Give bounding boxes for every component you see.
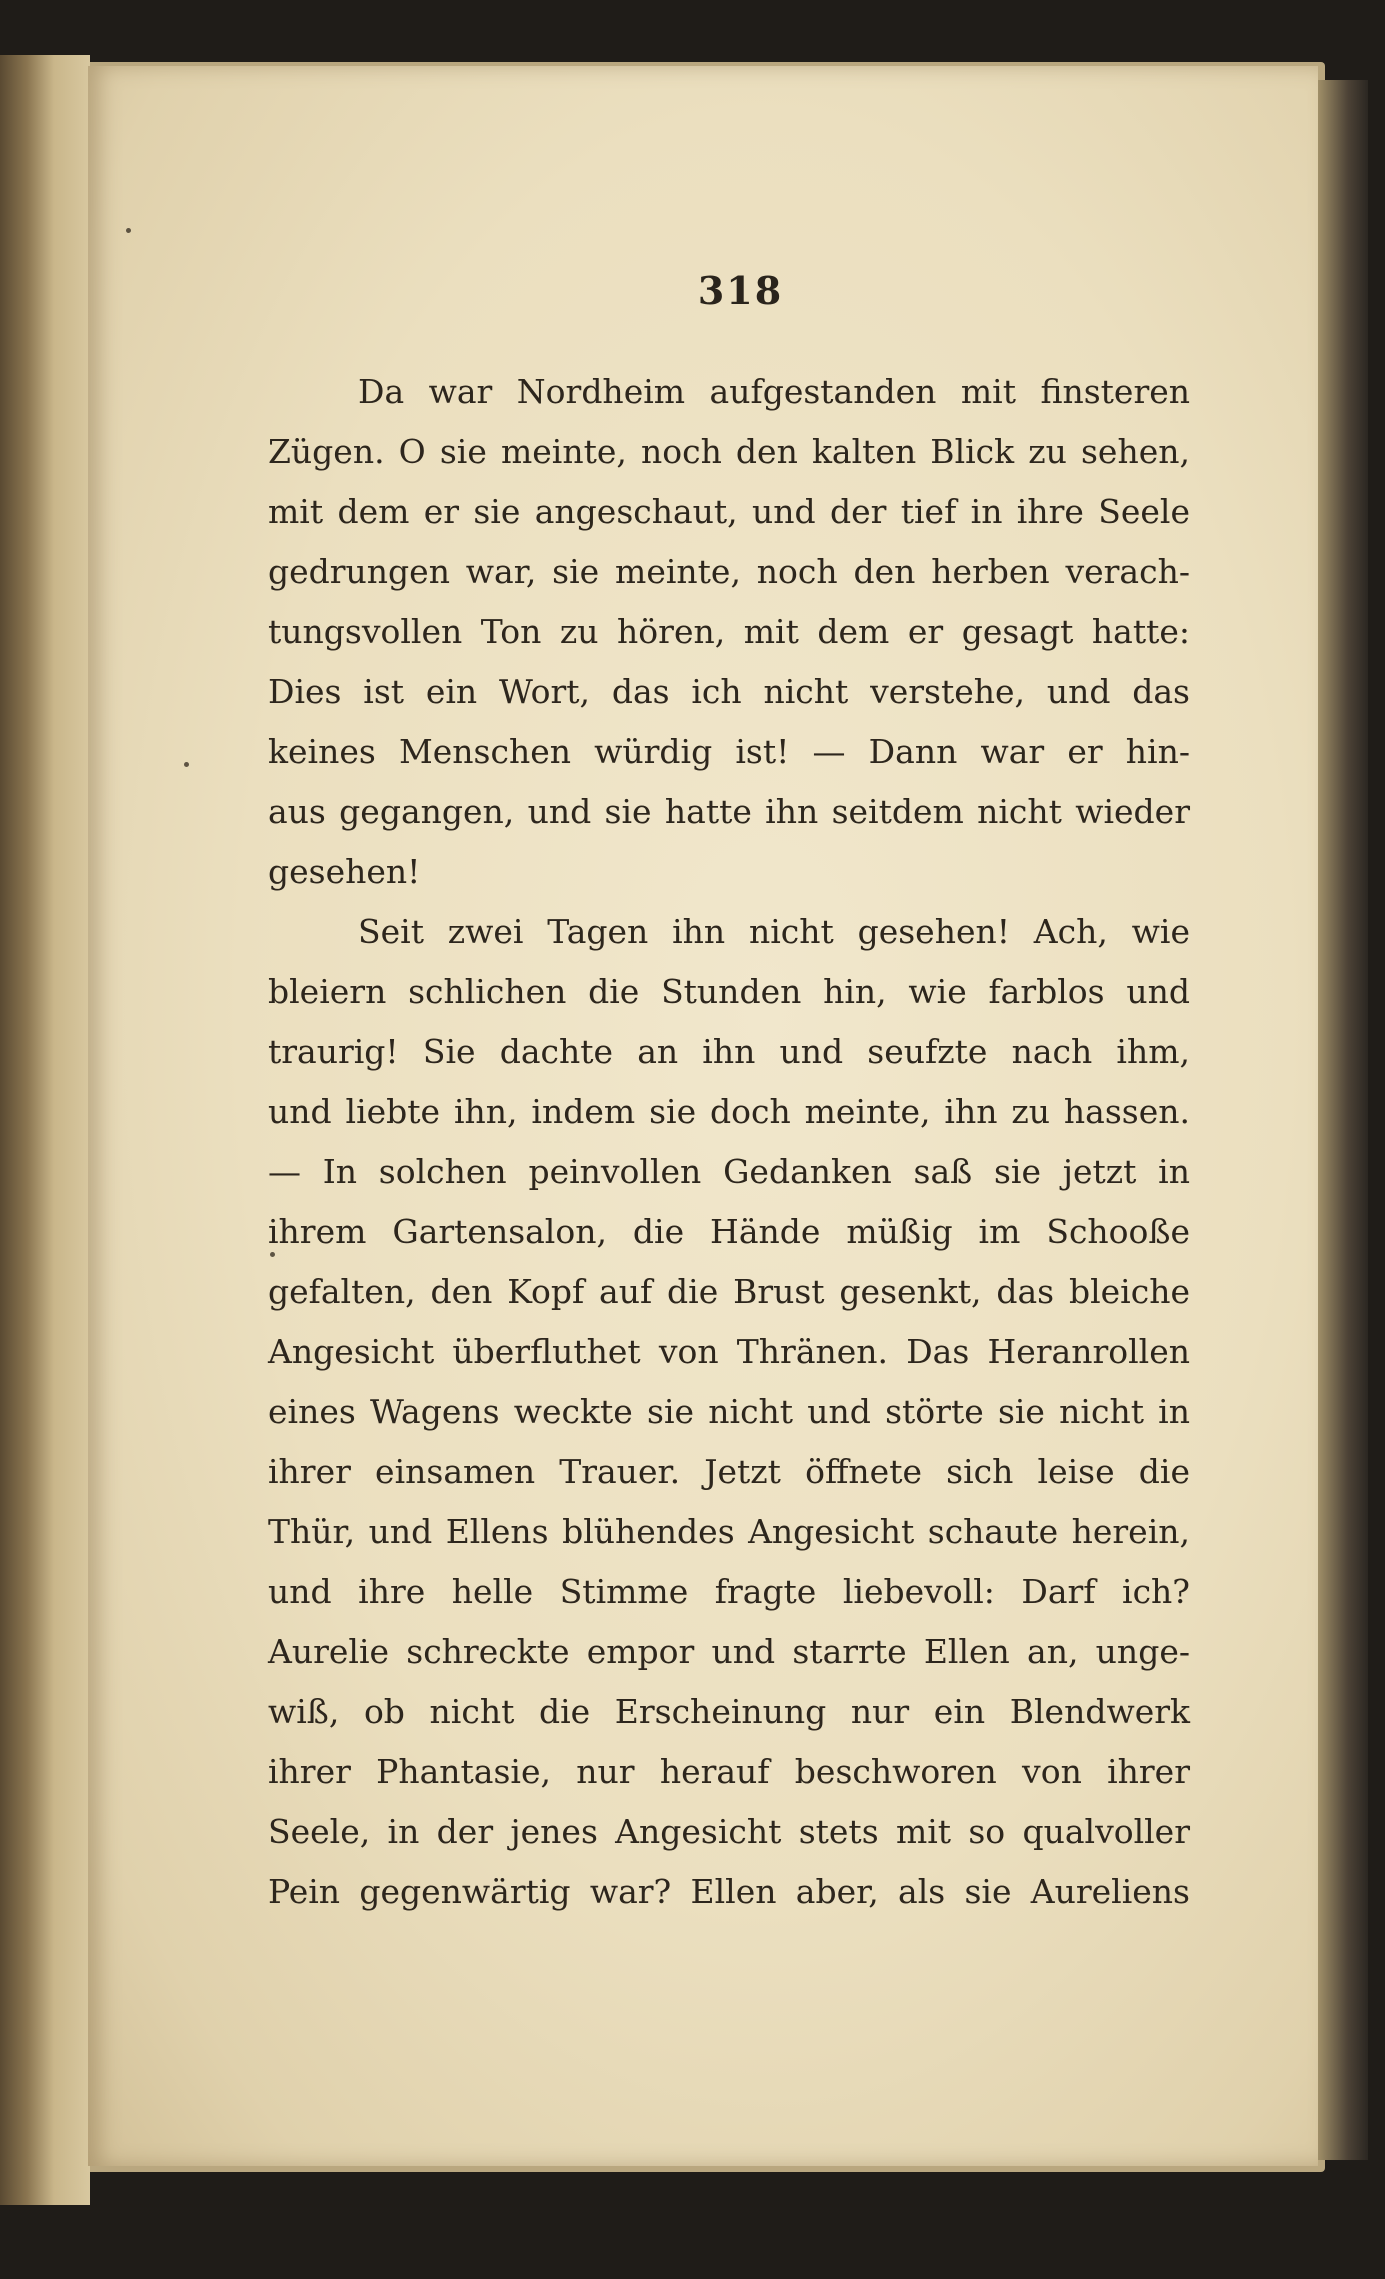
text-line: aus gegangen, und sie hatte ihn seitdem nicht wieder	[268, 792, 1190, 831]
text-line: gesehen!	[268, 852, 421, 891]
text-line: mit dem er sie angeschaut, und der tief in ihre Seele	[268, 492, 1190, 531]
text-line: Seele, in der jenes Angesicht stets mit so qualvoller	[268, 1812, 1190, 1851]
text-line: und ihre helle Stimme fragte liebevoll: Darf ich?	[268, 1572, 1190, 1611]
text-line: Angesicht überfluthet von Thränen. Das Heranrollen	[268, 1332, 1190, 1371]
text-line: ihrer Phantasie, nur herauf beschworen von ihrer	[268, 1752, 1190, 1791]
page-body-text	[268, 362, 1190, 1922]
text-line: tungsvollen Ton zu hören, mit dem er gesagt hatte:	[268, 612, 1190, 651]
text-line: Da war Nordheim aufgestanden mit finsteren	[358, 372, 1190, 411]
text-line: bleiern schlichen die Stunden hin, wie farblos und	[268, 972, 1190, 1011]
text-line: traurig! Sie dachte an ihn und seufzte nach ihm,	[268, 1032, 1190, 1071]
text-line: Seit zwei Tagen ihn nicht gesehen! Ach, wie	[358, 912, 1190, 951]
text-line: Dies ist ein Wort, das ich nicht verstehe, und das	[268, 672, 1190, 711]
facing-page-edge	[1318, 80, 1368, 2160]
ink-speck	[184, 762, 189, 767]
text-line: Aurelie schreckte empor und starrte Ellen an, unge-	[268, 1632, 1190, 1671]
page-number: 318	[697, 268, 784, 313]
text-line: wiß, ob nicht die Erscheinung nur ein Blendwerk	[268, 1692, 1190, 1731]
text-line: ihrer einsamen Trauer. Jetzt öffnete sich leise die	[268, 1452, 1190, 1491]
text-line: und liebte ihn, indem sie doch meinte, ihn zu hassen.	[268, 1092, 1190, 1131]
text-line: keines Menschen würdig ist! — Dann war er hin-	[268, 732, 1190, 771]
text-line: Zügen. O sie meinte, noch den kalten Blick zu sehen,	[268, 432, 1190, 471]
page-edges-left	[0, 55, 90, 2205]
text-line: — In solchen peinvollen Gedanken saß sie jetzt in	[268, 1152, 1190, 1191]
text-line: Thür, und Ellens blühendes Angesicht schaute herein,	[268, 1512, 1190, 1551]
text-line: gedrungen war, sie meinte, noch den herben verach-	[268, 552, 1190, 591]
text-line: gefalten, den Kopf auf die Brust gesenkt, das bleiche	[268, 1272, 1190, 1311]
text-line: Pein gegenwärtig war? Ellen aber, als sie Aureliens	[268, 1872, 1190, 1911]
ink-speck	[126, 228, 131, 233]
text-line: ihrem Gartensalon, die Hände müßig im Schooße	[268, 1212, 1190, 1251]
text-line: eines Wagens weckte sie nicht und störte sie nicht in	[268, 1392, 1190, 1431]
